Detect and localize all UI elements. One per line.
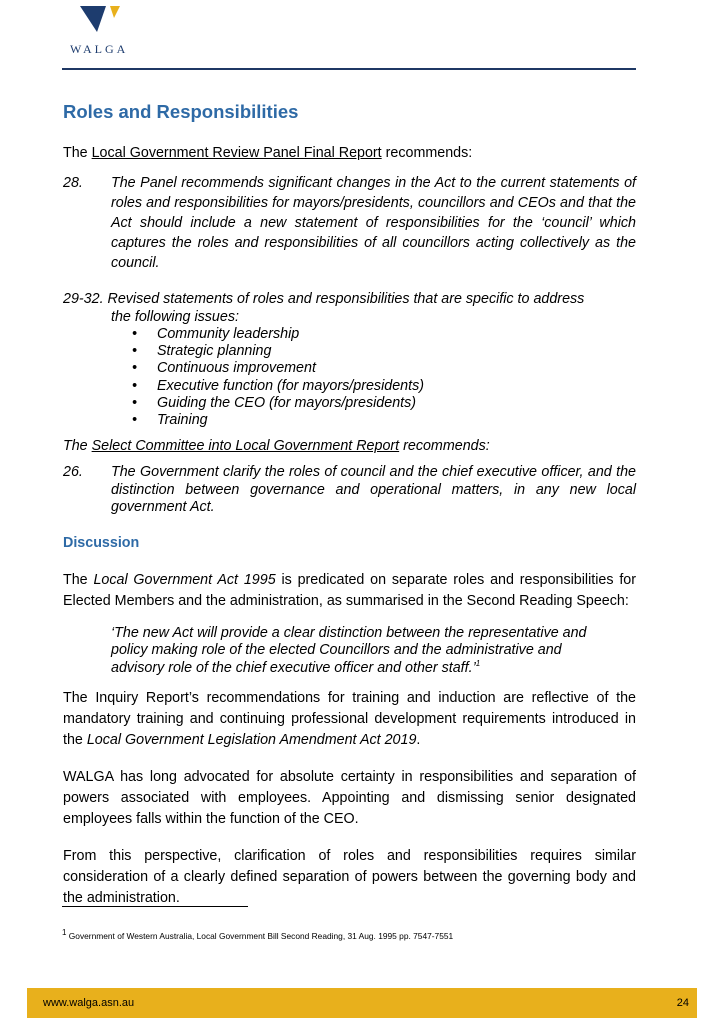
item-number: 28. bbox=[63, 175, 83, 191]
bullet-icon: • bbox=[132, 394, 138, 411]
intro-suffix: recommends: bbox=[381, 145, 473, 161]
recommendation-28 bbox=[63, 173, 636, 273]
discussion-paragraph-4: From this perspective, clarification of roles and responsibilities requires similar consideration of a clearly defined separation of powers between the governing body and the administration. bbox=[63, 848, 636, 906]
main-content bbox=[63, 100, 636, 909]
select-suffix: recommends: bbox=[399, 438, 490, 455]
issues-list bbox=[63, 326, 636, 429]
act-title: Local Government Act 1995 bbox=[93, 572, 276, 589]
select-committee-report-link[interactable]: Select Committee into Local Government Report bbox=[91, 438, 400, 455]
discussion-paragraph-3: WALGA has long advocated for absolute certainty in responsibilities and separation of powers associated with employees. Appointing and dismissing senior designated employees falls within the function of the CEO. bbox=[63, 769, 636, 827]
bullet-icon: • bbox=[132, 343, 138, 360]
list-item bbox=[63, 326, 636, 343]
intro-prefix: The bbox=[63, 145, 92, 161]
footnote bbox=[62, 928, 454, 941]
item-line-1: 29-32. Revised statements of roles and responsibilities that are specific to address bbox=[63, 291, 585, 307]
recommendation-26 bbox=[63, 464, 636, 516]
discussion-paragraph-1 bbox=[63, 570, 636, 612]
bullet-icon: • bbox=[132, 360, 138, 377]
p2-text-a: The Inquiry Report’s recommendations for training and induction are reflective of the mandatory training and continuing professional development requirements introduced in the bbox=[63, 690, 636, 748]
list-item bbox=[63, 395, 636, 412]
list-item-text: Continuous improvement bbox=[157, 360, 316, 377]
footnote-text: Government of Western Australia, Local Government Bill Second Reading, 31 Aug. 1995 pp. 7547-7551 bbox=[66, 931, 454, 941]
walga-logo-icon bbox=[80, 6, 124, 36]
discussion-paragraph-2 bbox=[63, 688, 636, 751]
footnote-number: 1 bbox=[62, 928, 67, 938]
select-prefix: The bbox=[63, 438, 92, 455]
second-reading-quote bbox=[63, 625, 636, 677]
item-text: The Panel recommends significant changes in the Act to the current statements of roles and responsibilities for mayors/presidents, councillors and CEOs and that the Act should include a new statement of responsibilities for the ‘council’ which captures the roles and responsibilities of all councillors acting collectively as the council. bbox=[111, 175, 636, 271]
p2-text-b: . bbox=[416, 732, 421, 748]
logo-text: WALGA bbox=[70, 42, 129, 56]
select-committee-line bbox=[63, 437, 636, 456]
item-number: 26. bbox=[63, 464, 83, 481]
list-item bbox=[63, 343, 636, 360]
list-item-text: Training bbox=[157, 412, 208, 429]
page-footer bbox=[27, 988, 697, 1018]
footer-url-link[interactable]: www.walga.asn.au bbox=[43, 997, 135, 1009]
bullet-icon: • bbox=[132, 377, 138, 394]
page-number: 24 bbox=[676, 997, 689, 1009]
p1-text-a: The bbox=[63, 572, 94, 589]
list-item bbox=[63, 412, 636, 429]
list-item-text: Guiding the CEO (for mayors/presidents) bbox=[157, 394, 417, 411]
list-item-text: Strategic planning bbox=[157, 343, 272, 360]
review-panel-report-link[interactable]: Local Government Review Panel Final Report bbox=[91, 145, 382, 161]
p1-text-b: is predicated on separate roles and responsibilities for Elected Members and the administration, as summarised in the Second Reading Speech: bbox=[63, 572, 637, 610]
header-divider bbox=[62, 68, 636, 70]
footnote-ref[interactable]: 1 bbox=[475, 658, 481, 668]
walga-logo bbox=[66, 6, 136, 60]
list-item-text: Executive function (for mayors/presidents) bbox=[157, 377, 424, 394]
item-line-2: the following issues: bbox=[111, 308, 239, 325]
list-item bbox=[63, 360, 636, 377]
list-item bbox=[63, 378, 636, 395]
item-text: The Government clarify the roles of council and the chief executive officer, and the distinction between governance and operational matters, in any new local government Act. bbox=[111, 464, 636, 515]
page-title: Roles and Responsibilities bbox=[63, 101, 299, 122]
amendment-act-title: Local Government Legislation Amendment Act 2019 bbox=[86, 732, 417, 748]
discussion-heading: Discussion bbox=[63, 535, 140, 552]
footnote-divider bbox=[62, 906, 248, 907]
bullet-icon: • bbox=[132, 326, 138, 342]
quote-text: ‘The new Act will provide a clear distinction between the representative and policy making role of the elected Councillors and the administrative and advisory role of the chief executive officer and other staff.’ bbox=[111, 625, 587, 676]
bullet-icon: • bbox=[132, 412, 138, 429]
list-item-text: Community leadership bbox=[157, 326, 300, 342]
intro-line bbox=[63, 144, 636, 163]
recommendation-29-32 bbox=[63, 291, 636, 429]
